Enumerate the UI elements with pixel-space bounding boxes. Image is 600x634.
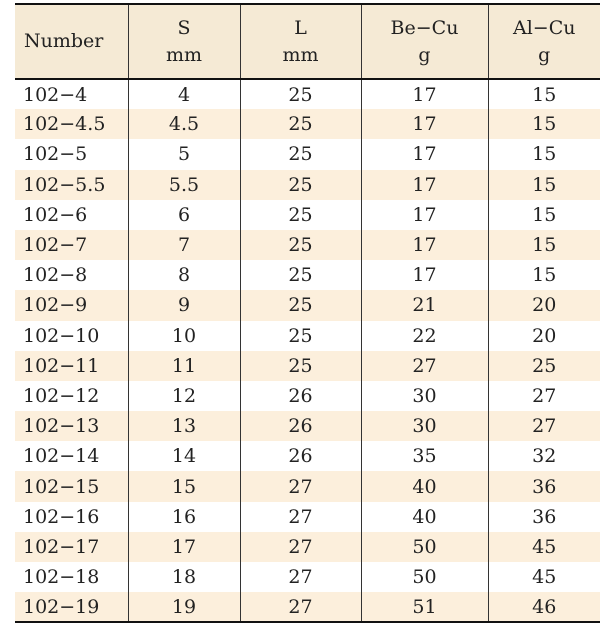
cell-al-cu: 32 <box>488 441 600 471</box>
cell-l: 27 <box>240 562 361 592</box>
cell-s: 9 <box>128 290 240 320</box>
cell-al-cu: 15 <box>488 79 600 109</box>
header-al-cu-unit: g <box>538 43 551 66</box>
header-s <box>128 4 240 79</box>
cell-number: 102−12 <box>23 384 100 407</box>
header-l <box>240 4 361 79</box>
header-be-cu-unit: g <box>418 43 431 66</box>
header-be-cu <box>361 4 488 79</box>
cell-al-cu: 27 <box>488 381 600 411</box>
cell-s: 7 <box>128 230 240 260</box>
cell-number: 102−17 <box>23 535 100 558</box>
cell-number: 102−6 <box>23 203 88 226</box>
cell-number: 102−19 <box>15 592 128 622</box>
cell-l: 25 <box>240 200 361 230</box>
cell-be-cu: 40 <box>361 471 488 501</box>
cell-s: 18 <box>128 562 240 592</box>
cell-s: 5.5 <box>128 170 240 200</box>
cell-number: 102−11 <box>23 354 100 377</box>
cell-be-cu: 30 <box>361 381 488 411</box>
cell-s: 16 <box>128 502 240 532</box>
table-row <box>15 351 600 381</box>
cell-al-cu: 27 <box>488 411 600 441</box>
cell-l: 27 <box>240 502 361 532</box>
table-row <box>15 79 600 109</box>
table-row <box>15 471 600 501</box>
cell-l: 27 <box>240 471 361 501</box>
cell-al-cu: 15 <box>488 200 600 230</box>
cell-al-cu: 36 <box>488 502 600 532</box>
cell-l: 27 <box>240 532 361 562</box>
cell-s: 4 <box>128 79 240 109</box>
cell-be-cu: 17 <box>361 200 488 230</box>
cell-s: 14 <box>128 441 240 471</box>
cell-l: 26 <box>240 441 361 471</box>
cell-number: 102−18 <box>23 566 100 589</box>
cell-be-cu: 17 <box>361 79 488 109</box>
cell-al-cu: 15 <box>488 230 600 260</box>
table-row <box>15 170 600 200</box>
cell-al-cu: 45 <box>488 532 600 562</box>
table-row <box>15 502 600 532</box>
table-row <box>15 200 600 230</box>
header-row <box>15 4 600 79</box>
header-s-unit: mm <box>165 43 203 66</box>
header-be-cu-label: Be−Cu <box>390 16 459 39</box>
cell-be-cu: 27 <box>361 351 488 381</box>
cell-be-cu: 50 <box>361 532 488 562</box>
cell-s: 6 <box>128 200 240 230</box>
cell-l: 25 <box>240 351 361 381</box>
table-header <box>15 4 600 79</box>
cell-number: 102−7 <box>23 234 88 257</box>
cell-al-cu: 15 <box>488 260 600 290</box>
header-l-unit: mm <box>282 43 319 66</box>
cell-be-cu: 17 <box>361 260 488 290</box>
cell-s: 8 <box>128 260 240 290</box>
cell-s: 11 <box>128 351 240 381</box>
table-row <box>15 592 600 622</box>
table-row <box>15 230 600 260</box>
cell-number: 102−15 <box>23 475 100 498</box>
cell-l: 26 <box>240 381 361 411</box>
cell-number: 102−5 <box>23 143 88 166</box>
cell-number: 102−16 <box>23 505 100 528</box>
cell-number: 102−5.5 <box>23 173 106 196</box>
header-number <box>15 4 128 79</box>
cell-number: 102−8 <box>23 264 88 287</box>
table-row <box>15 532 600 562</box>
cell-s: 10 <box>128 321 240 351</box>
cell-l: 26 <box>240 411 361 441</box>
cell-al-cu: 20 <box>488 321 600 351</box>
header-al-cu-label: Al−Cu <box>513 16 576 39</box>
cell-al-cu: 15 <box>488 139 600 169</box>
table-row <box>15 321 600 351</box>
cell-s: 13 <box>128 411 240 441</box>
cell-be-cu: 30 <box>361 411 488 441</box>
table-row <box>15 109 600 139</box>
cell-l: 25 <box>240 230 361 260</box>
cell-l: 25 <box>240 290 361 320</box>
cell-l: 25 <box>240 109 361 139</box>
table-row <box>15 260 600 290</box>
header-al-cu <box>488 4 600 79</box>
cell-be-cu: 21 <box>361 290 488 320</box>
cell-be-cu: 17 <box>361 139 488 169</box>
cell-number: 102−10 <box>23 324 100 347</box>
cell-l: 27 <box>240 592 361 622</box>
cell-number: 102−9 <box>23 294 88 317</box>
cell-s: 4.5 <box>128 109 240 139</box>
table-row <box>15 562 600 592</box>
table-row <box>15 139 600 169</box>
table-row <box>15 381 600 411</box>
cell-l: 25 <box>240 79 361 109</box>
cell-al-cu: 20 <box>488 290 600 320</box>
cell-s: 19 <box>128 592 240 622</box>
cell-be-cu: 50 <box>361 562 488 592</box>
cell-al-cu: 15 <box>488 170 600 200</box>
header-number-label: Number <box>24 30 104 52</box>
cell-be-cu: 40 <box>361 502 488 532</box>
table-body <box>15 79 600 622</box>
cell-number: 102−14 <box>23 445 100 468</box>
cell-s: 15 <box>128 471 240 501</box>
cell-al-cu: 15 <box>488 109 600 139</box>
cell-s: 17 <box>128 532 240 562</box>
cell-l: 25 <box>240 139 361 169</box>
cell-s: 5 <box>128 139 240 169</box>
cell-al-cu: 46 <box>488 592 600 622</box>
table-row <box>15 290 600 320</box>
cell-be-cu: 22 <box>361 321 488 351</box>
header-l-label: L <box>294 16 307 39</box>
header-s-label: S <box>177 16 191 39</box>
cell-l: 25 <box>240 260 361 290</box>
cell-s: 12 <box>128 381 240 411</box>
cell-number: 102−4.5 <box>23 113 106 136</box>
cell-be-cu: 51 <box>361 592 488 622</box>
cell-al-cu: 36 <box>488 471 600 501</box>
cell-number: 102−13 <box>23 415 100 438</box>
spec-table <box>15 3 600 623</box>
cell-l: 25 <box>240 170 361 200</box>
cell-be-cu: 17 <box>361 170 488 200</box>
cell-be-cu: 17 <box>361 109 488 139</box>
cell-al-cu: 25 <box>488 351 600 381</box>
cell-number: 102−4 <box>23 83 88 106</box>
cell-al-cu: 45 <box>488 562 600 592</box>
table-row <box>15 441 600 471</box>
cell-be-cu: 17 <box>361 230 488 260</box>
cell-l: 25 <box>240 321 361 351</box>
table-row <box>15 411 600 441</box>
cell-be-cu: 35 <box>361 441 488 471</box>
